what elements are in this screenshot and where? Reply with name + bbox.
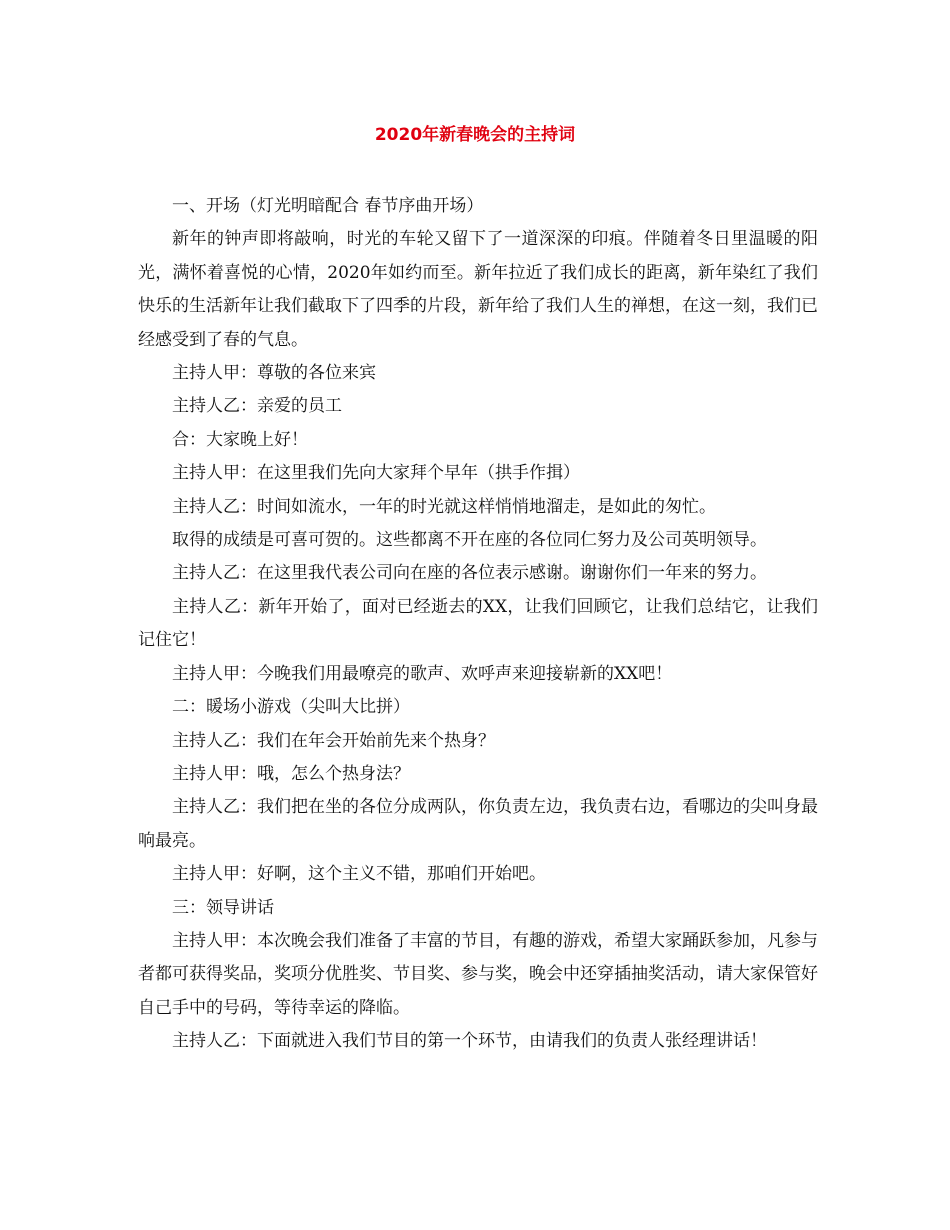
paragraph: 新年的钟声即将敲响，时光的车轮又留下了一道深深的印痕。伴随着冬日里温暖的阳光，满怀着喜悦的心情，2020年如约而至。新年拉近了我们成长的距离，新年染红了我们快乐的生活新年让我们截取下了四季的片段，新年给了我们人生的禅想，在这一刻，我们已经感受到了春的气息。 <box>138 229 818 350</box>
paragraph: 主持人甲：本次晚会我们准备了丰富的节目，有趣的游戏，希望大家踊跃参加，凡参与者都可获得奖品，奖项分优胜奖、节目奖、参与奖，晚会中还穿插抽奖活动，请大家保管好自己手中的号码，等待幸运的降临。 <box>138 930 818 1018</box>
paragraph: 一、开场（灯光明暗配合 春节序曲开场） <box>172 196 484 216</box>
paragraph: 主持人乙：我们在年会开始前先来个热身？ <box>172 730 495 751</box>
paragraph: 主持人甲：哦，怎么个热身法？ <box>172 763 410 784</box>
paragraph: 取得的成绩是可喜可贺的。这些都离不开在座的各位同仁努力及公司英明领导。 <box>172 530 767 551</box>
paragraph: 主持人乙：亲爱的员工 <box>172 396 342 417</box>
paragraph: 三：领导讲话 <box>172 897 274 918</box>
paragraph: 主持人乙：下面就进入我们节目的第一个环节，由请我们的负责人张经理讲话！ <box>172 1031 767 1052</box>
paragraph: 主持人乙：我们把在坐的各位分成两队，你负责左边，我负责右边，看哪边的尖叫身最响最亮。 <box>138 797 818 851</box>
paragraph: 合：大家晚上好！ <box>172 429 308 450</box>
paragraph: 主持人乙：新年开始了，面对已经逝去的XX，让我们回顾它，让我们总结它，让我们记住它！ <box>138 596 818 651</box>
paragraph: 主持人乙：时间如流水，一年的时光就这样悄悄地溜走，是如此的匆忙。 <box>172 496 716 517</box>
document-title: 2020年新春晚会的主持词 <box>374 125 576 145</box>
paragraph: 主持人甲：在这里我们先向大家拜个早年（拱手作揖） <box>172 463 580 484</box>
paragraph: 主持人甲：今晚我们用最嘹亮的歌声、欢呼声来迎接崭新的XX吧！ <box>172 663 673 684</box>
paragraph: 二：暖场小游戏（尖叫大比拼） <box>172 697 410 718</box>
paragraph: 主持人甲：好啊，这个主义不错，那咱们开始吧。 <box>172 864 546 885</box>
document-body <box>138 190 818 1059</box>
paragraph: 主持人甲：尊敬的各位来宾 <box>172 363 376 384</box>
paragraph: 主持人乙：在这里我代表公司向在座的各位表示感谢。谢谢你们一年来的努力。 <box>172 563 767 584</box>
